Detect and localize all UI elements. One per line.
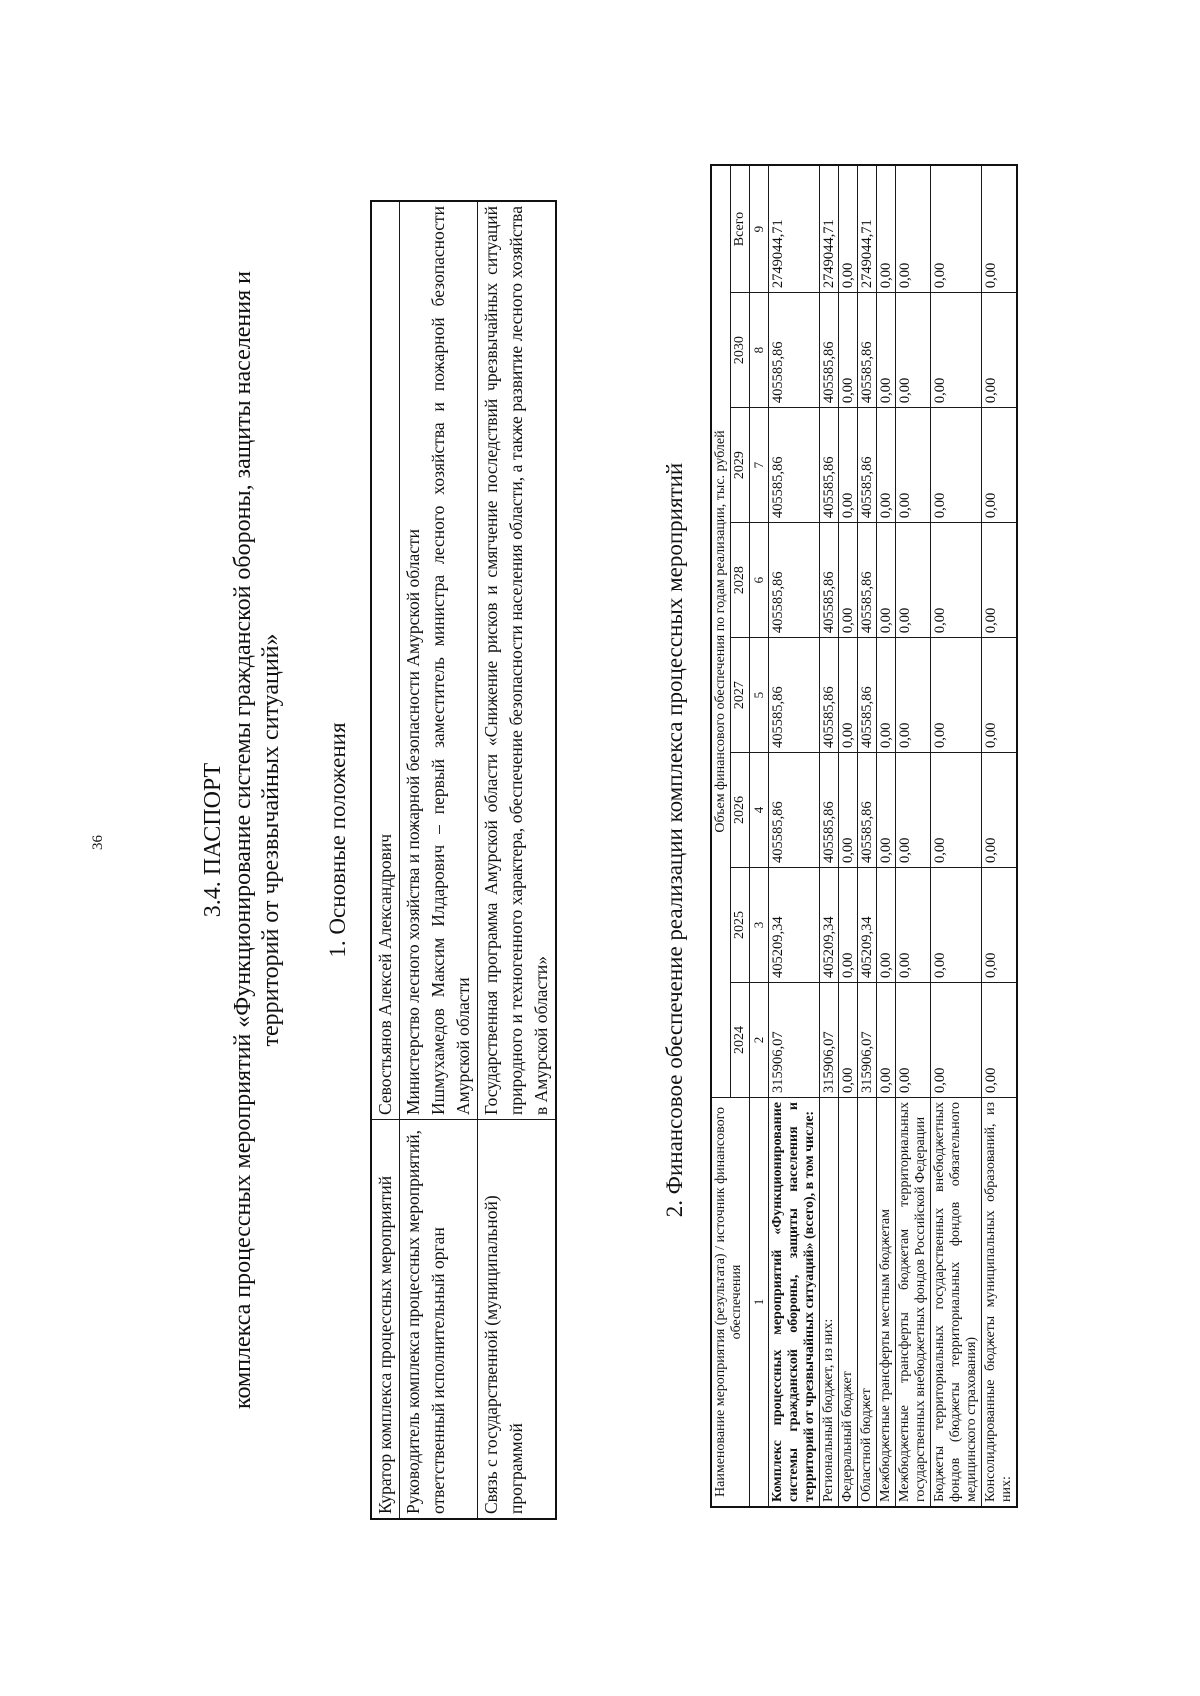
column-header-volume: Объем финансового обеспечения по годам реализации, тыс. рублей xyxy=(711,165,731,1098)
cell-value: 405585,86 xyxy=(820,293,839,408)
cell-value: 405585,86 xyxy=(858,408,877,523)
cell-value: 315906,07 xyxy=(769,983,820,1098)
cell-value: 405585,86 xyxy=(858,523,877,638)
row-name: Консолидированные бюджеты муниципальных образований, из них: xyxy=(982,1098,1018,1508)
cell-value: 405209,34 xyxy=(858,868,877,983)
cell-value: 0,00 xyxy=(931,408,982,523)
rotated-page xyxy=(50,90,1110,1590)
column-index: 9 xyxy=(750,165,769,293)
column-index: 2 xyxy=(750,983,769,1098)
cell-value: 0,00 xyxy=(877,293,896,408)
table-row xyxy=(931,165,982,1507)
cell-value: 0,00 xyxy=(931,753,982,868)
cell-value: 0,00 xyxy=(931,523,982,638)
cell-value: 0,00 xyxy=(982,408,1018,523)
provision-value xyxy=(400,201,478,1120)
table-row xyxy=(769,165,820,1507)
cell-value: 0,00 xyxy=(839,638,858,753)
table-row xyxy=(858,165,877,1507)
financing-table xyxy=(710,164,1018,1508)
table-row xyxy=(478,201,557,1519)
cell-value: 405585,86 xyxy=(858,753,877,868)
cell-value: 2749044,71 xyxy=(769,165,820,293)
cell-value: 0,00 xyxy=(982,983,1018,1098)
column-index: 5 xyxy=(750,638,769,753)
year-header: 2029 xyxy=(731,408,750,523)
cell-value: 0,00 xyxy=(877,408,896,523)
cell-value: 0,00 xyxy=(931,638,982,753)
table-row xyxy=(896,165,931,1507)
column-index: 3 xyxy=(750,868,769,983)
year-header: 2024 xyxy=(731,983,750,1098)
cell-value: 0,00 xyxy=(982,523,1018,638)
cell-value: 0,00 xyxy=(982,868,1018,983)
provision-value-line: Ишмухамедов Максим Илдарович – первый заместитель министра лесного хозяйства и пожарной безопасности Амурской области xyxy=(428,206,473,1115)
cell-value: 0,00 xyxy=(931,868,982,983)
provision-key: Связь с государственной (муниципальной) программой xyxy=(478,1120,557,1520)
cell-value: 0,00 xyxy=(839,293,858,408)
row-name: Комплекс процессных мероприятий «Функционирование системы гражданской обороны, защиты населения и территорий от чрезвычайных ситуаций» (всего), в том числе: xyxy=(769,1098,820,1508)
cell-value: 315906,07 xyxy=(820,983,839,1098)
cell-value: 0,00 xyxy=(896,753,931,868)
passport-title: 3.4. ПАСПОРТ xyxy=(200,762,226,918)
section1-heading: 1. Основные положения xyxy=(325,722,350,958)
cell-value: 0,00 xyxy=(982,638,1018,753)
cell-value: 405585,86 xyxy=(858,293,877,408)
cell-value: 0,00 xyxy=(877,165,896,293)
cell-value: 405209,34 xyxy=(820,868,839,983)
cell-value: 0,00 xyxy=(982,165,1018,293)
cell-value: 0,00 xyxy=(896,523,931,638)
cell-value: 405585,86 xyxy=(820,638,839,753)
cell-value: 0,00 xyxy=(877,638,896,753)
cell-value: 0,00 xyxy=(931,983,982,1098)
cell-value: 0,00 xyxy=(896,983,931,1098)
page-number: 36 xyxy=(90,835,106,850)
cell-value: 0,00 xyxy=(877,868,896,983)
provision-value-line: Министерство лесного хозяйства и пожарной безопасности Амурской области xyxy=(403,529,423,1115)
cell-value: 0,00 xyxy=(931,165,982,293)
cell-value: 2749044,71 xyxy=(858,165,877,293)
provision-key: Руководитель комплекса процессных мероприятий, ответственный исполнительный орган xyxy=(400,1120,478,1520)
column-index: 7 xyxy=(750,408,769,523)
cell-value: 0,00 xyxy=(982,293,1018,408)
cell-value: 0,00 xyxy=(839,408,858,523)
cell-value: 0,00 xyxy=(877,753,896,868)
cell-value: 0,00 xyxy=(982,753,1018,868)
cell-value: 405585,86 xyxy=(820,408,839,523)
row-name: Межбюджетные трансферты местным бюджетам xyxy=(877,1098,896,1508)
column-header-name: Наименование мероприятия (результата) / источник финансового обеспечения xyxy=(711,1098,750,1508)
table-row xyxy=(877,165,896,1507)
cell-value: 0,00 xyxy=(839,523,858,638)
cell-value: 2749044,71 xyxy=(820,165,839,293)
table-row xyxy=(839,165,858,1507)
table-row xyxy=(982,165,1018,1507)
cell-value: 0,00 xyxy=(896,868,931,983)
column-index: 1 xyxy=(750,1098,769,1508)
year-header: 2028 xyxy=(731,523,750,638)
row-name: Межбюджетные трансферты бюджетам территориальных государственных внебюджетных фондов Российской Федерации xyxy=(896,1098,931,1508)
year-header: 2025 xyxy=(731,868,750,983)
cell-value: 0,00 xyxy=(877,523,896,638)
table-header-row xyxy=(711,165,731,1507)
row-name: Федеральный бюджет xyxy=(839,1098,858,1508)
total-header: Всего xyxy=(731,165,750,293)
cell-value: 0,00 xyxy=(839,983,858,1098)
cell-value: 0,00 xyxy=(839,868,858,983)
provision-key: Куратор комплекса процессных мероприятий xyxy=(371,1120,400,1520)
cell-value: 0,00 xyxy=(896,638,931,753)
cell-value: 0,00 xyxy=(896,293,931,408)
cell-value: 0,00 xyxy=(896,408,931,523)
provision-value: Государственная программа Амурской области «Снижение рисков и смягчение последствий чрезвычайных ситуаций природного и техногенного характера, обеспечение безопасности населения области, а также развитие лесного хозяйства в Амурской области» xyxy=(478,201,557,1120)
cell-value: 405585,86 xyxy=(769,408,820,523)
cell-value: 0,00 xyxy=(877,983,896,1098)
column-index: 8 xyxy=(750,293,769,408)
cell-value: 405585,86 xyxy=(858,638,877,753)
cell-value: 405585,86 xyxy=(769,293,820,408)
cell-value: 405585,86 xyxy=(820,753,839,868)
year-header: 2026 xyxy=(731,753,750,868)
column-index: 6 xyxy=(750,523,769,638)
row-name: Бюджеты территориальных государственных внебюджетных фондов (бюджеты территориальных фондов обязательного медицинского страхования) xyxy=(931,1098,982,1508)
cell-value: 315906,07 xyxy=(858,983,877,1098)
table-row xyxy=(371,201,400,1519)
cell-value: 405585,86 xyxy=(769,638,820,753)
row-name: Областной бюджет xyxy=(858,1098,877,1508)
year-header: 2030 xyxy=(731,293,750,408)
cell-value: 405209,34 xyxy=(769,868,820,983)
row-name: Региональный бюджет, из них: xyxy=(820,1098,839,1508)
cell-value: 0,00 xyxy=(839,165,858,293)
cell-value: 405585,86 xyxy=(769,753,820,868)
cell-value: 405585,86 xyxy=(769,523,820,638)
main-provisions-table xyxy=(370,200,557,1520)
table-row xyxy=(400,201,478,1519)
year-header: 2027 xyxy=(731,638,750,753)
provision-value: Севостьянов Алексей Александрович xyxy=(371,201,400,1120)
cell-value: 405585,86 xyxy=(820,523,839,638)
section2-heading: 2. Финансовое обеспечение реализации комплекса процессных мероприятий xyxy=(662,462,687,1218)
column-index: 4 xyxy=(750,753,769,868)
column-index-row xyxy=(750,165,769,1507)
cell-value: 0,00 xyxy=(931,293,982,408)
cell-value: 0,00 xyxy=(839,753,858,868)
passport-subtitle-line2: территорий от чрезвычайных ситуаций» xyxy=(258,633,284,1047)
cell-value: 0,00 xyxy=(896,165,931,293)
passport-subtitle-line1: комплекса процессных мероприятий «Функционирование системы гражданской обороны, защиты населения и xyxy=(230,271,256,1409)
table-row xyxy=(820,165,839,1507)
